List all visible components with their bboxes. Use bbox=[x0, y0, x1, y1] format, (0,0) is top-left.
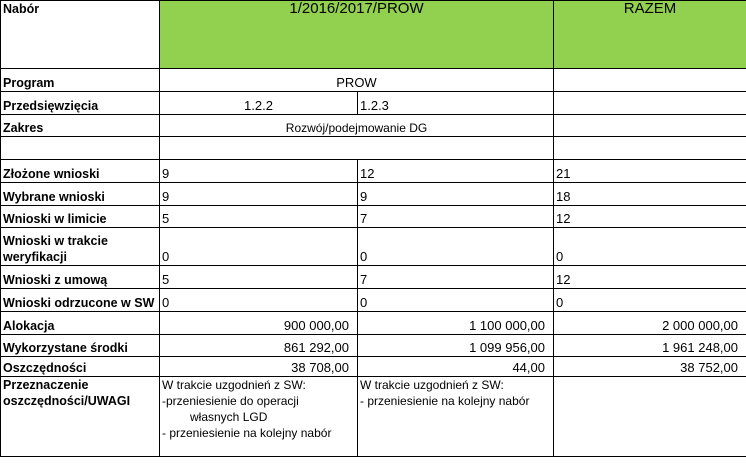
row-label: Wnioski z umową bbox=[1, 266, 160, 289]
przeznaczenie-label: Przeznaczenie oszczędności/UWAGI bbox=[1, 377, 160, 457]
przedsiewziecia-a: 1.2.2 bbox=[160, 92, 358, 115]
row-value-b: 9 bbox=[358, 183, 554, 206]
table-row bbox=[1, 289, 746, 312]
header-nabor: 1/2016/2017/PROW bbox=[160, 1, 554, 69]
row-value-razem: 18 bbox=[554, 183, 746, 206]
table-row bbox=[1, 160, 746, 183]
row-value-b: 7 bbox=[358, 266, 554, 289]
zakres-label: Zakres bbox=[1, 115, 160, 137]
przedsiewziecia-label: Przedsięwzięcia bbox=[1, 92, 160, 115]
program-razem bbox=[554, 69, 746, 92]
row-value-b: 0 bbox=[358, 289, 554, 312]
wykorzystane-razem: 1 961 248,00 bbox=[554, 335, 746, 357]
table-row bbox=[1, 266, 746, 289]
program-value: PROW bbox=[160, 69, 554, 92]
row-value-b: 12 bbox=[358, 160, 554, 183]
przeznaczenie-a bbox=[160, 377, 358, 457]
empty-cell bbox=[1, 137, 160, 160]
note-line: - przeniesienie na kolejny nabór bbox=[360, 394, 530, 408]
wykorzystane-b: 1 099 956,00 bbox=[358, 335, 554, 357]
row-value-razem: 21 bbox=[554, 160, 746, 183]
row-label: Wnioski w trakcie weryfikacji bbox=[1, 228, 160, 266]
wykorzystane-row bbox=[1, 335, 746, 357]
row-label: Złożone wnioski bbox=[1, 160, 160, 183]
table-row bbox=[1, 206, 746, 228]
przedsiewziecia-row bbox=[1, 92, 746, 115]
row-value-a: 9 bbox=[160, 160, 358, 183]
przeznaczenie-row bbox=[1, 377, 746, 457]
row-value-a: 5 bbox=[160, 266, 358, 289]
zakres-value: Rozwój/podejmowanie DG bbox=[160, 115, 554, 137]
program-row bbox=[1, 69, 746, 92]
note-line: W trakcie uzgodnień z SW: bbox=[360, 378, 504, 392]
row-label: Wnioski odrzucone w SW bbox=[1, 289, 160, 312]
table-row bbox=[1, 183, 746, 206]
oszczednosci-b: 44,00 bbox=[358, 357, 554, 377]
row-value-razem: 12 bbox=[554, 206, 746, 228]
row-value-a: 9 bbox=[160, 183, 358, 206]
table-row bbox=[1, 228, 746, 266]
oszczednosci-label: Oszczędności bbox=[1, 357, 160, 377]
row-value-a: 5 bbox=[160, 206, 358, 228]
row-value-razem: 0 bbox=[554, 289, 746, 312]
oszczednosci-row bbox=[1, 357, 746, 377]
wykorzystane-a: 861 292,00 bbox=[160, 335, 358, 357]
row-value-razem: 0 bbox=[554, 228, 746, 266]
wykorzystane-label: Wykorzystane środki bbox=[1, 335, 160, 357]
alokacja-razem: 2 000 000,00 bbox=[554, 312, 746, 335]
note-line: -przeniesienie do operacji bbox=[162, 394, 299, 408]
empty-row bbox=[1, 137, 746, 160]
empty-cell bbox=[160, 137, 554, 160]
oszczednosci-razem: 38 752,00 bbox=[554, 357, 746, 377]
alokacja-row bbox=[1, 312, 746, 335]
przeznaczenie-b bbox=[358, 377, 554, 457]
empty-cell bbox=[554, 137, 746, 160]
row-value-b: 7 bbox=[358, 206, 554, 228]
zakres-razem bbox=[554, 115, 746, 137]
alokacja-a: 900 000,00 bbox=[160, 312, 358, 335]
header-label: Nabór bbox=[1, 1, 160, 69]
oszczednosci-a: 38 708,00 bbox=[160, 357, 358, 377]
row-value-b: 0 bbox=[358, 228, 554, 266]
header-row bbox=[1, 1, 746, 69]
alokacja-b: 1 100 000,00 bbox=[358, 312, 554, 335]
przeznaczenie-razem bbox=[554, 377, 746, 457]
note-line: - przeniesienie na kolejny nabór bbox=[162, 426, 332, 440]
row-label: Wybrane wnioski bbox=[1, 183, 160, 206]
zakres-row bbox=[1, 115, 746, 137]
note-line: W trakcie uzgodnień z SW: bbox=[162, 378, 306, 392]
row-value-razem: 12 bbox=[554, 266, 746, 289]
row-label: Wnioski w limicie bbox=[1, 206, 160, 228]
przedsiewziecia-razem bbox=[554, 92, 746, 115]
program-label: Program bbox=[1, 69, 160, 92]
header-razem: RAZEM bbox=[554, 1, 746, 69]
alokacja-label: Alokacja bbox=[1, 312, 160, 335]
row-value-a: 0 bbox=[160, 289, 358, 312]
note-line: własnych LGD bbox=[190, 410, 268, 424]
row-value-a: 0 bbox=[160, 228, 358, 266]
przedsiewziecia-b: 1.2.3 bbox=[358, 92, 554, 115]
